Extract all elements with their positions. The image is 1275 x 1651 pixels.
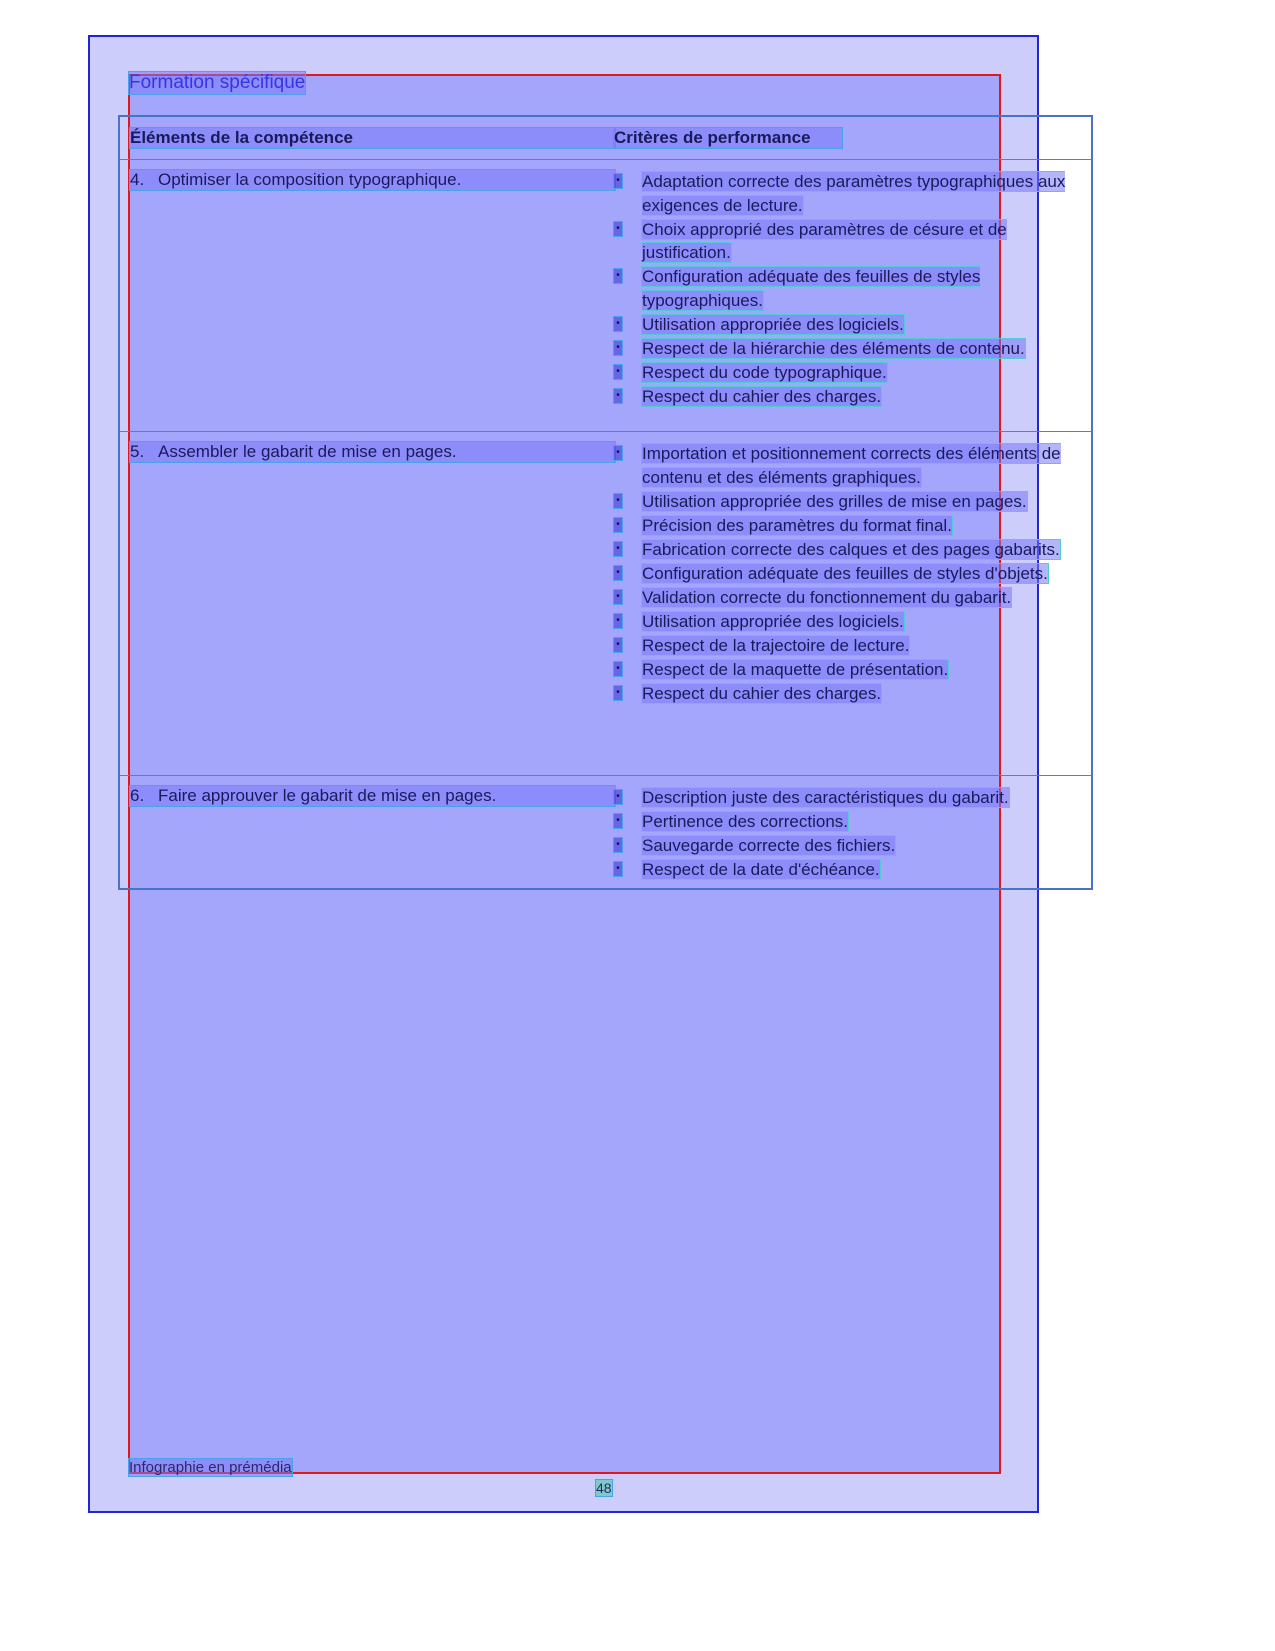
element-label: Optimiser la composition typographique. bbox=[158, 170, 462, 189]
competence-element-cell bbox=[119, 432, 614, 776]
bullet-icon: • bbox=[614, 518, 622, 532]
criteria-list bbox=[614, 442, 1091, 705]
table-body bbox=[119, 160, 1092, 890]
criterion-text: Respect du cahier des charges. bbox=[642, 683, 882, 703]
header-criteria: Critères de performance bbox=[614, 116, 1092, 160]
table-header-row bbox=[119, 116, 1092, 160]
bullet-icon: • bbox=[614, 317, 622, 331]
competence-element bbox=[130, 170, 615, 190]
list-item bbox=[614, 610, 1091, 634]
bullet-icon: • bbox=[614, 662, 622, 676]
criterion-text: Respect de la trajectoire de lecture. bbox=[642, 635, 910, 655]
bullet-icon: • bbox=[614, 686, 622, 700]
list-item bbox=[614, 313, 1091, 337]
list-item bbox=[614, 385, 1091, 409]
criterion-text: Validation correcte du fonctionnement du gabarit. bbox=[642, 587, 1012, 607]
criterion-text: Utilisation appropriée des logiciels. bbox=[642, 611, 904, 631]
table-row bbox=[119, 160, 1092, 432]
footer-program-name: Infographie en prémédia bbox=[129, 1459, 292, 1476]
criteria-list bbox=[614, 170, 1091, 408]
list-item bbox=[614, 538, 1091, 562]
bullet-icon: • bbox=[614, 614, 622, 628]
list-item bbox=[614, 682, 1091, 706]
list-item bbox=[614, 265, 1091, 312]
bullet-icon: • bbox=[614, 638, 622, 652]
criterion-text: Configuration adéquate des feuilles de styles typographiques. bbox=[642, 267, 981, 310]
bullet-icon: • bbox=[614, 838, 622, 852]
bullet-icon: • bbox=[614, 222, 622, 236]
list-item bbox=[614, 834, 1091, 858]
criterion-text: Utilisation appropriée des logiciels. bbox=[642, 314, 904, 334]
competence-table bbox=[118, 115, 1093, 890]
criterion-text: Sauvegarde correcte des fichiers. bbox=[642, 836, 896, 855]
page-number: 48 bbox=[596, 1480, 612, 1496]
list-item bbox=[614, 514, 1091, 538]
criterion-text: Respect de la maquette de présentation. bbox=[642, 659, 949, 679]
header-elements: Éléments de la compétence bbox=[119, 116, 614, 160]
list-item bbox=[614, 586, 1091, 610]
competence-element-cell bbox=[119, 160, 614, 432]
bullet-icon: • bbox=[614, 269, 622, 283]
bullet-icon: • bbox=[614, 341, 622, 355]
bullet-icon: • bbox=[614, 790, 622, 804]
list-item bbox=[614, 562, 1091, 586]
list-item bbox=[614, 442, 1091, 489]
competence-element-cell bbox=[119, 776, 614, 890]
criterion-text: Choix approprié des paramètres de césure et de justification. bbox=[642, 219, 1007, 262]
criteria-cell bbox=[614, 432, 1092, 776]
element-number: 5. bbox=[130, 442, 145, 461]
criterion-text: Utilisation appropriée des grilles de mise en pages. bbox=[642, 491, 1027, 511]
criterion-text: Importation et positionnement corrects des éléments de contenu et des éléments graphiques. bbox=[642, 444, 1061, 487]
bullet-icon: • bbox=[614, 494, 622, 508]
bullet-icon: • bbox=[614, 389, 622, 403]
element-label: Assembler le gabarit de mise en pages. bbox=[158, 442, 457, 461]
list-item bbox=[614, 337, 1091, 361]
competence-element bbox=[130, 786, 615, 806]
list-item bbox=[614, 361, 1091, 385]
bullet-icon: • bbox=[614, 542, 622, 556]
bullet-icon: • bbox=[614, 590, 622, 604]
bullet-icon: • bbox=[614, 814, 622, 828]
section-title: Formation spécifique bbox=[129, 72, 306, 93]
list-item bbox=[614, 634, 1091, 658]
criterion-text: Configuration adéquate des feuilles de styles d'objets. bbox=[642, 563, 1048, 583]
criterion-text: Précision des paramètres du format final. bbox=[642, 515, 952, 535]
criterion-text: Respect de la date d'échéance. bbox=[642, 860, 880, 879]
list-item bbox=[614, 858, 1091, 882]
criterion-text: Description juste des caractéristiques du gabarit. bbox=[642, 788, 1009, 807]
bullet-icon: • bbox=[614, 446, 622, 460]
list-item bbox=[614, 810, 1091, 834]
bullet-icon: • bbox=[614, 174, 622, 188]
list-item bbox=[614, 218, 1091, 265]
criteria-cell bbox=[614, 776, 1092, 890]
bullet-icon: • bbox=[614, 365, 622, 379]
table-row bbox=[119, 432, 1092, 776]
element-number: 4. bbox=[130, 170, 145, 189]
criteria-cell bbox=[614, 160, 1092, 432]
element-number: 6. bbox=[130, 786, 145, 805]
list-item bbox=[614, 786, 1091, 810]
criterion-text: Adaptation correcte des paramètres typographiques aux exigences de lecture. bbox=[642, 172, 1066, 215]
criterion-text: Pertinence des corrections. bbox=[642, 812, 848, 831]
criterion-text: Respect du code typographique. bbox=[642, 362, 887, 382]
element-label: Faire approuver le gabarit de mise en pages. bbox=[158, 786, 497, 805]
competence-element bbox=[130, 442, 615, 462]
bullet-icon: • bbox=[614, 862, 622, 876]
criteria-list bbox=[614, 786, 1091, 882]
bullet-icon: • bbox=[614, 566, 622, 580]
list-item bbox=[614, 658, 1091, 682]
table-row bbox=[119, 776, 1092, 890]
criterion-text: Respect du cahier des charges. bbox=[642, 386, 882, 406]
list-item bbox=[614, 170, 1091, 217]
criterion-text: Fabrication correcte des calques et des pages gabarits. bbox=[642, 539, 1060, 559]
list-item bbox=[614, 490, 1091, 514]
criterion-text: Respect de la hiérarchie des éléments de contenu. bbox=[642, 338, 1025, 358]
